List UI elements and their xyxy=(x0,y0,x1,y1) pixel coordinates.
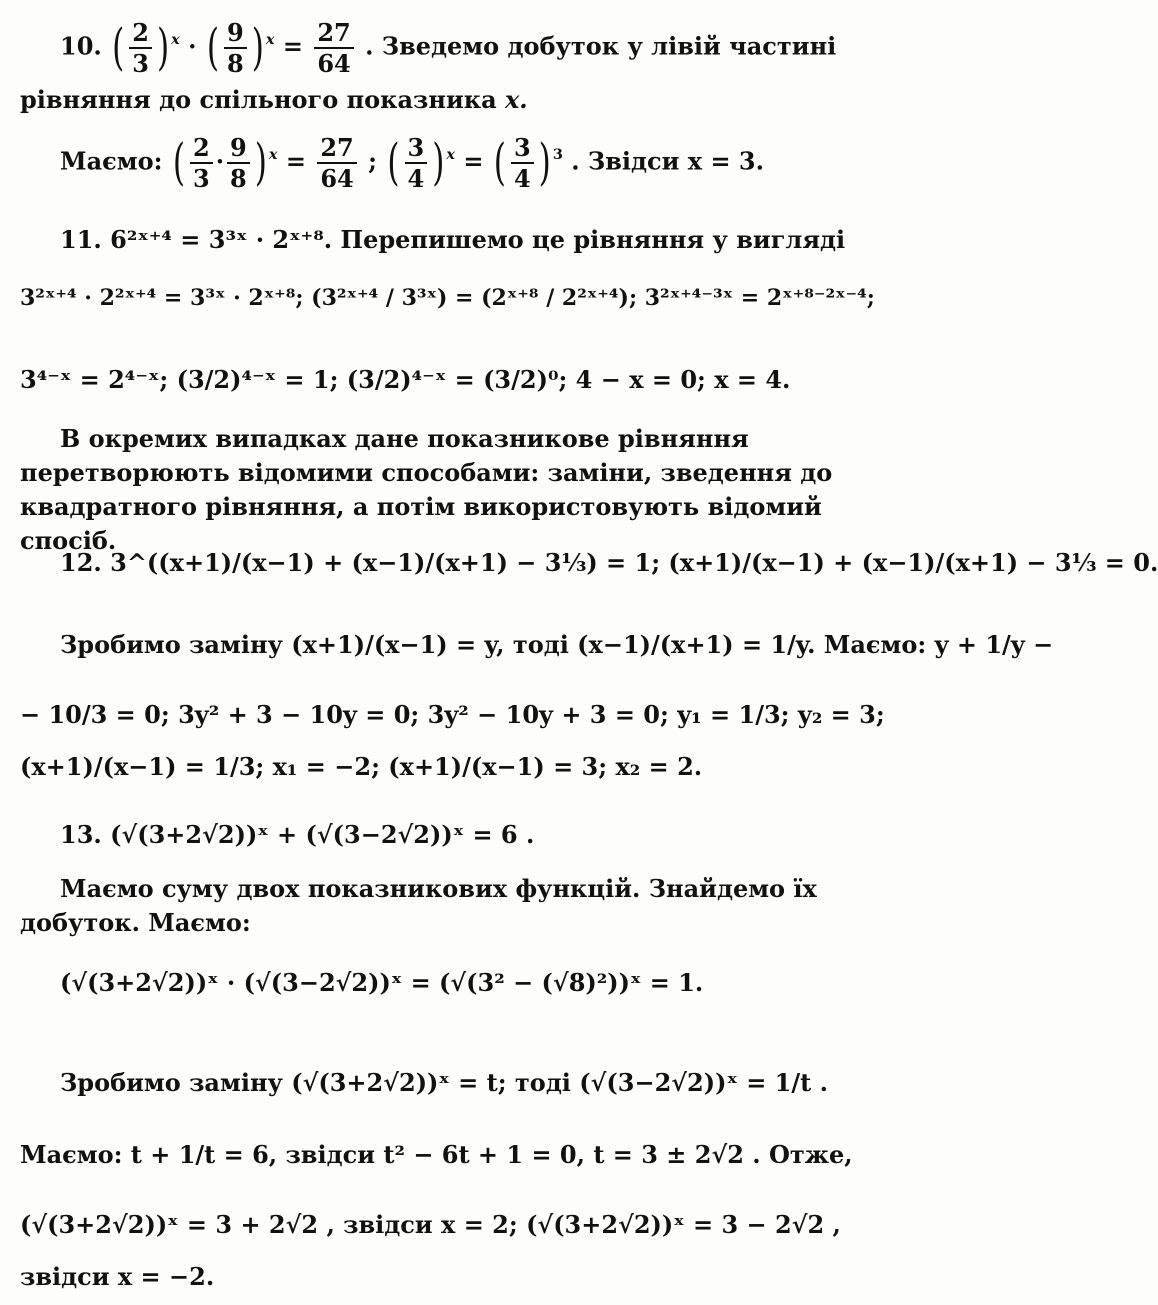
problem-10-number: 10. xyxy=(60,31,102,61)
problem-11-line-3: 3⁴⁻ˣ = 2⁴⁻ˣ; (3/2)⁴⁻ˣ = 1; (3/2)⁴⁻ˣ = (3/2)⁰; 4 − x = 0; x = 4. xyxy=(20,365,791,394)
problem-10-text-2: рівняння до спільного показника xyxy=(20,85,497,114)
problem-12-number: 12. xyxy=(60,548,102,577)
problem-12-line-4: (x+1)/(x−1) = 1/3; x₁ = −2; (x+1)/(x−1) = 3; x₂ = 2. xyxy=(20,752,703,781)
problem-11-number: 11. xyxy=(60,225,102,254)
problem-13-line-3: (√(3+2√2))ˣ · (√(3−2√2))ˣ = (√(3² − (√8)²))ˣ = 1. xyxy=(60,968,704,997)
problem-13-line-4: Зробимо заміну (√(3+2√2))ˣ = t; тоді (√(3−2√2))ˣ = 1/t . xyxy=(60,1068,828,1097)
problem-10-line-1: 10. ( $\frac{2}{3}$ ) $^x$ · ( $\frac{9}{8}$ ) $^x$ = $\frac{27}{64}$ . Зведемо добуток у лівій частині xyxy=(60,18,837,78)
problem-10-var: x. xyxy=(504,85,528,114)
problem-11-text-1: Перепишемо це рівняння у вигляді xyxy=(340,225,846,254)
problem-11-line-2: 3²ˣ⁺⁴ · 2²ˣ⁺⁴ = 3³ˣ · 2ˣ⁺⁸; (3²ˣ⁺⁴ / 3³ˣ) = (2ˣ⁺⁸ / 2²ˣ⁺⁴); 3²ˣ⁺⁴⁻³ˣ = 2ˣ⁺⁸⁻²ˣ⁻⁴; xyxy=(20,285,875,311)
problem-13-line-5: Маємо: t + 1/t = 6, звідси t² − 6t + 1 = 0, t = 3 ± 2√2 . Отже, xyxy=(20,1140,853,1169)
problem-11-eq: 6²ˣ⁺⁴ = 3³ˣ · 2ˣ⁺⁸. xyxy=(110,225,333,254)
problem-13-line-1 xyxy=(0,820,967,849)
problem-13-text-1: Маємо суму двох показникових функцій. Знайдемо їх добуток. Маємо: xyxy=(20,874,817,937)
problem-12-eq: 3^((x+1)/(x−1) + (x−1)/(x+1) − 3⅓) = 1; (x+1)/(x−1) + (x−1)/(x+1) − 3⅓ = 0. xyxy=(110,548,1158,577)
problem-13-eq: (√(3+2√2))ˣ + (√(3−2√2))ˣ = 6 . xyxy=(110,820,535,849)
problem-10-line-3: Маємо: ( $\frac{2}{3}$ · $\frac{9}{8}$ ) $^x$ = $\frac{27}{64}$ ; ( $\frac{3}{4}$ ) $^x$ = ( $\frac{3}{4}$ ) $^3$ . Звідси x = 3. xyxy=(60,133,764,193)
problem-10-line-2 xyxy=(0,85,947,114)
problem-10-text-1: . Зведемо добуток у лівій частині xyxy=(365,31,837,61)
problem-12-line-1 xyxy=(0,548,1158,577)
problem-10-line3-end: . Звідси x = 3. xyxy=(571,146,764,176)
method-note: В окремих випадках дане показникове рівняння перетворюють відомими способами: заміни, зведення до квадратного рівняння, а потім використовують відомий спосіб. xyxy=(20,424,833,555)
problem-13-line-6: (√(3+2√2))ˣ = 3 + 2√2 , звідси x = 2; (√(3+2√2))ˣ = 3 − 2√2 , xyxy=(20,1210,841,1239)
problem-13-number: 13. xyxy=(60,820,102,849)
problem-13-line-7: звідси x = −2. xyxy=(20,1262,215,1291)
problem-10-line3-lead: Маємо: xyxy=(60,146,163,176)
problem-12-line-3: − 10/3 = 0; 3y² + 3 − 10y = 0; 3y² − 10y + 3 = 0; y₁ = 1/3; y₂ = 3; xyxy=(20,700,885,729)
problem-11-line-1 xyxy=(0,225,967,254)
problem-12-line-2: Зробимо заміну (x+1)/(x−1) = y, тоді (x−1)/(x+1) = 1/y. Маємо: y + 1/y − xyxy=(60,630,1054,659)
